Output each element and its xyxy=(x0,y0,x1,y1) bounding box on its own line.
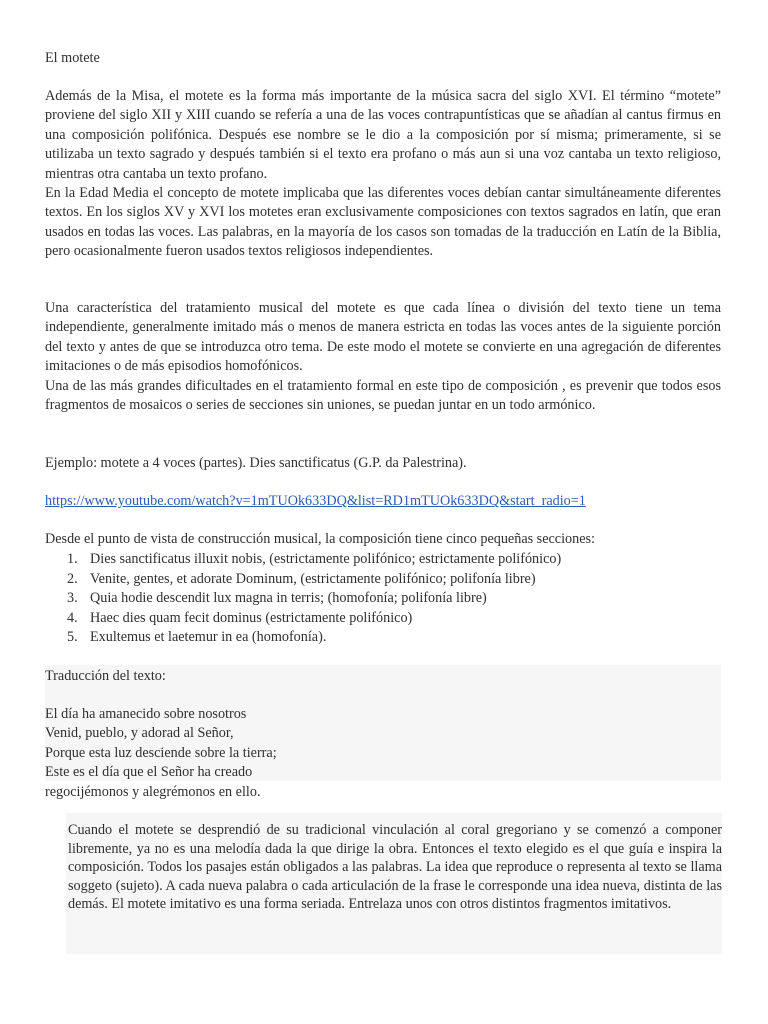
translation-line: Este es el día que el Señor ha creado xyxy=(45,764,253,781)
paragraph-intro: Además de la Misa, el motete es la forma más importante de la música sacra del siglo XVI. El término “motete” proviene del siglo XII y XIII cuando se refería a una de las voces contrapuntísticas que se añadían al cantus firmus en una composición polifónica. Después ese nombre se le dio a la composición por sí misma; primeramente, si se utilizaba un texto sagrado y después también si el texto era profano o más aun si una voz cantaba un texto religioso, mientras otra cantaba un texto profano. xyxy=(45,88,721,182)
youtube-link[interactable]: https://www.youtube.com/watch?v=1mTUOk633DQ&list=RD1mTUOk633DQ&start_radio=1 xyxy=(45,493,586,509)
translation-line: regocijémonos y alegrémonos en ello. xyxy=(45,783,261,800)
list-item: 1. Dies sanctificatus illuxit nobis, (estrictamente polifónico; estrictamente polifónico) xyxy=(67,551,562,567)
translation-text xyxy=(45,705,277,802)
paragraph-edad-media: En la Edad Media el concepto de motete implicaba que las diferentes voces debían cantar simultáneamente diferentes textos. En los siglos XV y XVI los motetes eran exclusivamente composiciones con textos sagrados en latín, que eran usados en todas las voces. Las palabras, en la mayoría de los casos son tomadas de la traducción en Latín de la Biblia, pero ocasionalmente fueron usados textos religiosos independientes. xyxy=(45,185,721,260)
translation-line: Porque esta luz desciende sobre la tierra; xyxy=(45,744,277,761)
list-item: 2. Venite, gentes, et adorate Dominum, (estrictamente polifónico; polifonía libre) xyxy=(67,570,536,587)
translation-title: Traducción del texto: xyxy=(45,668,166,684)
paragraph-dificultades: Una de las más grandes dificultades en el tratamiento formal en este tipo de composición , es prevenir que todos esos fragmentos de mosaicos o series de secciones sin uniones, se puedan juntar en un todo armónico. xyxy=(45,378,721,414)
paragraph-secciones-intro: Desde el punto de vista de construcción musical, la composición tiene cinco pequeñas secciones: xyxy=(45,531,595,547)
document-title: El motete xyxy=(45,50,100,66)
list-item: 3. Quia hodie descendit lux magna in terris; (homofonía; polifonía libre) xyxy=(67,590,487,607)
paragraph-caracteristica: Una característica del tratamiento musical del motete es que cada línea o división del texto tiene un tema independiente, generalmente imitado más o menos de manera estricta en todas las voces antes de la siguiente porción del texto y antes de que se introduzca otro tema. De este modo el motete se convierte en una agregación de diferentes imitaciones o de más episodios homofónicos. xyxy=(45,300,721,375)
translation-line: Venid, pueblo, y adorad al Señor, xyxy=(45,725,234,742)
paragraph-ejemplo: Ejemplo: motete a 4 voces (partes). Dies sanctificatus (G.P. da Palestrina). xyxy=(45,455,467,471)
translation-line: El día ha amanecido sobre nosotros xyxy=(45,706,247,722)
list-item: 5. Exultemus et laetemur in ea (homofonía). xyxy=(67,629,327,646)
quote-text: Cuando el motete se desprendió de su tradicional vinculación al coral gregoriano y se comenzó a componer libremente, ya no es una melodía dada la que dirige la obra. Entonces el texto elegido es el que guía e inspira la composición. Todos los pasajes están obligados a las palabras. La idea que reproduce o representa al texto se llama soggeto (sujeto). A cada nueva palabra o cada articulación de la frase le corresponde una idea nueva, distinta de las demás. El motete imitativo es una forma seriada. Entrelaza unos con otros distintos fragmentos imitativos. xyxy=(68,822,722,913)
sections-list xyxy=(45,550,721,648)
list-item: 4. Haec dies quam fecit dominus (estrictamente polifónico) xyxy=(67,609,413,626)
